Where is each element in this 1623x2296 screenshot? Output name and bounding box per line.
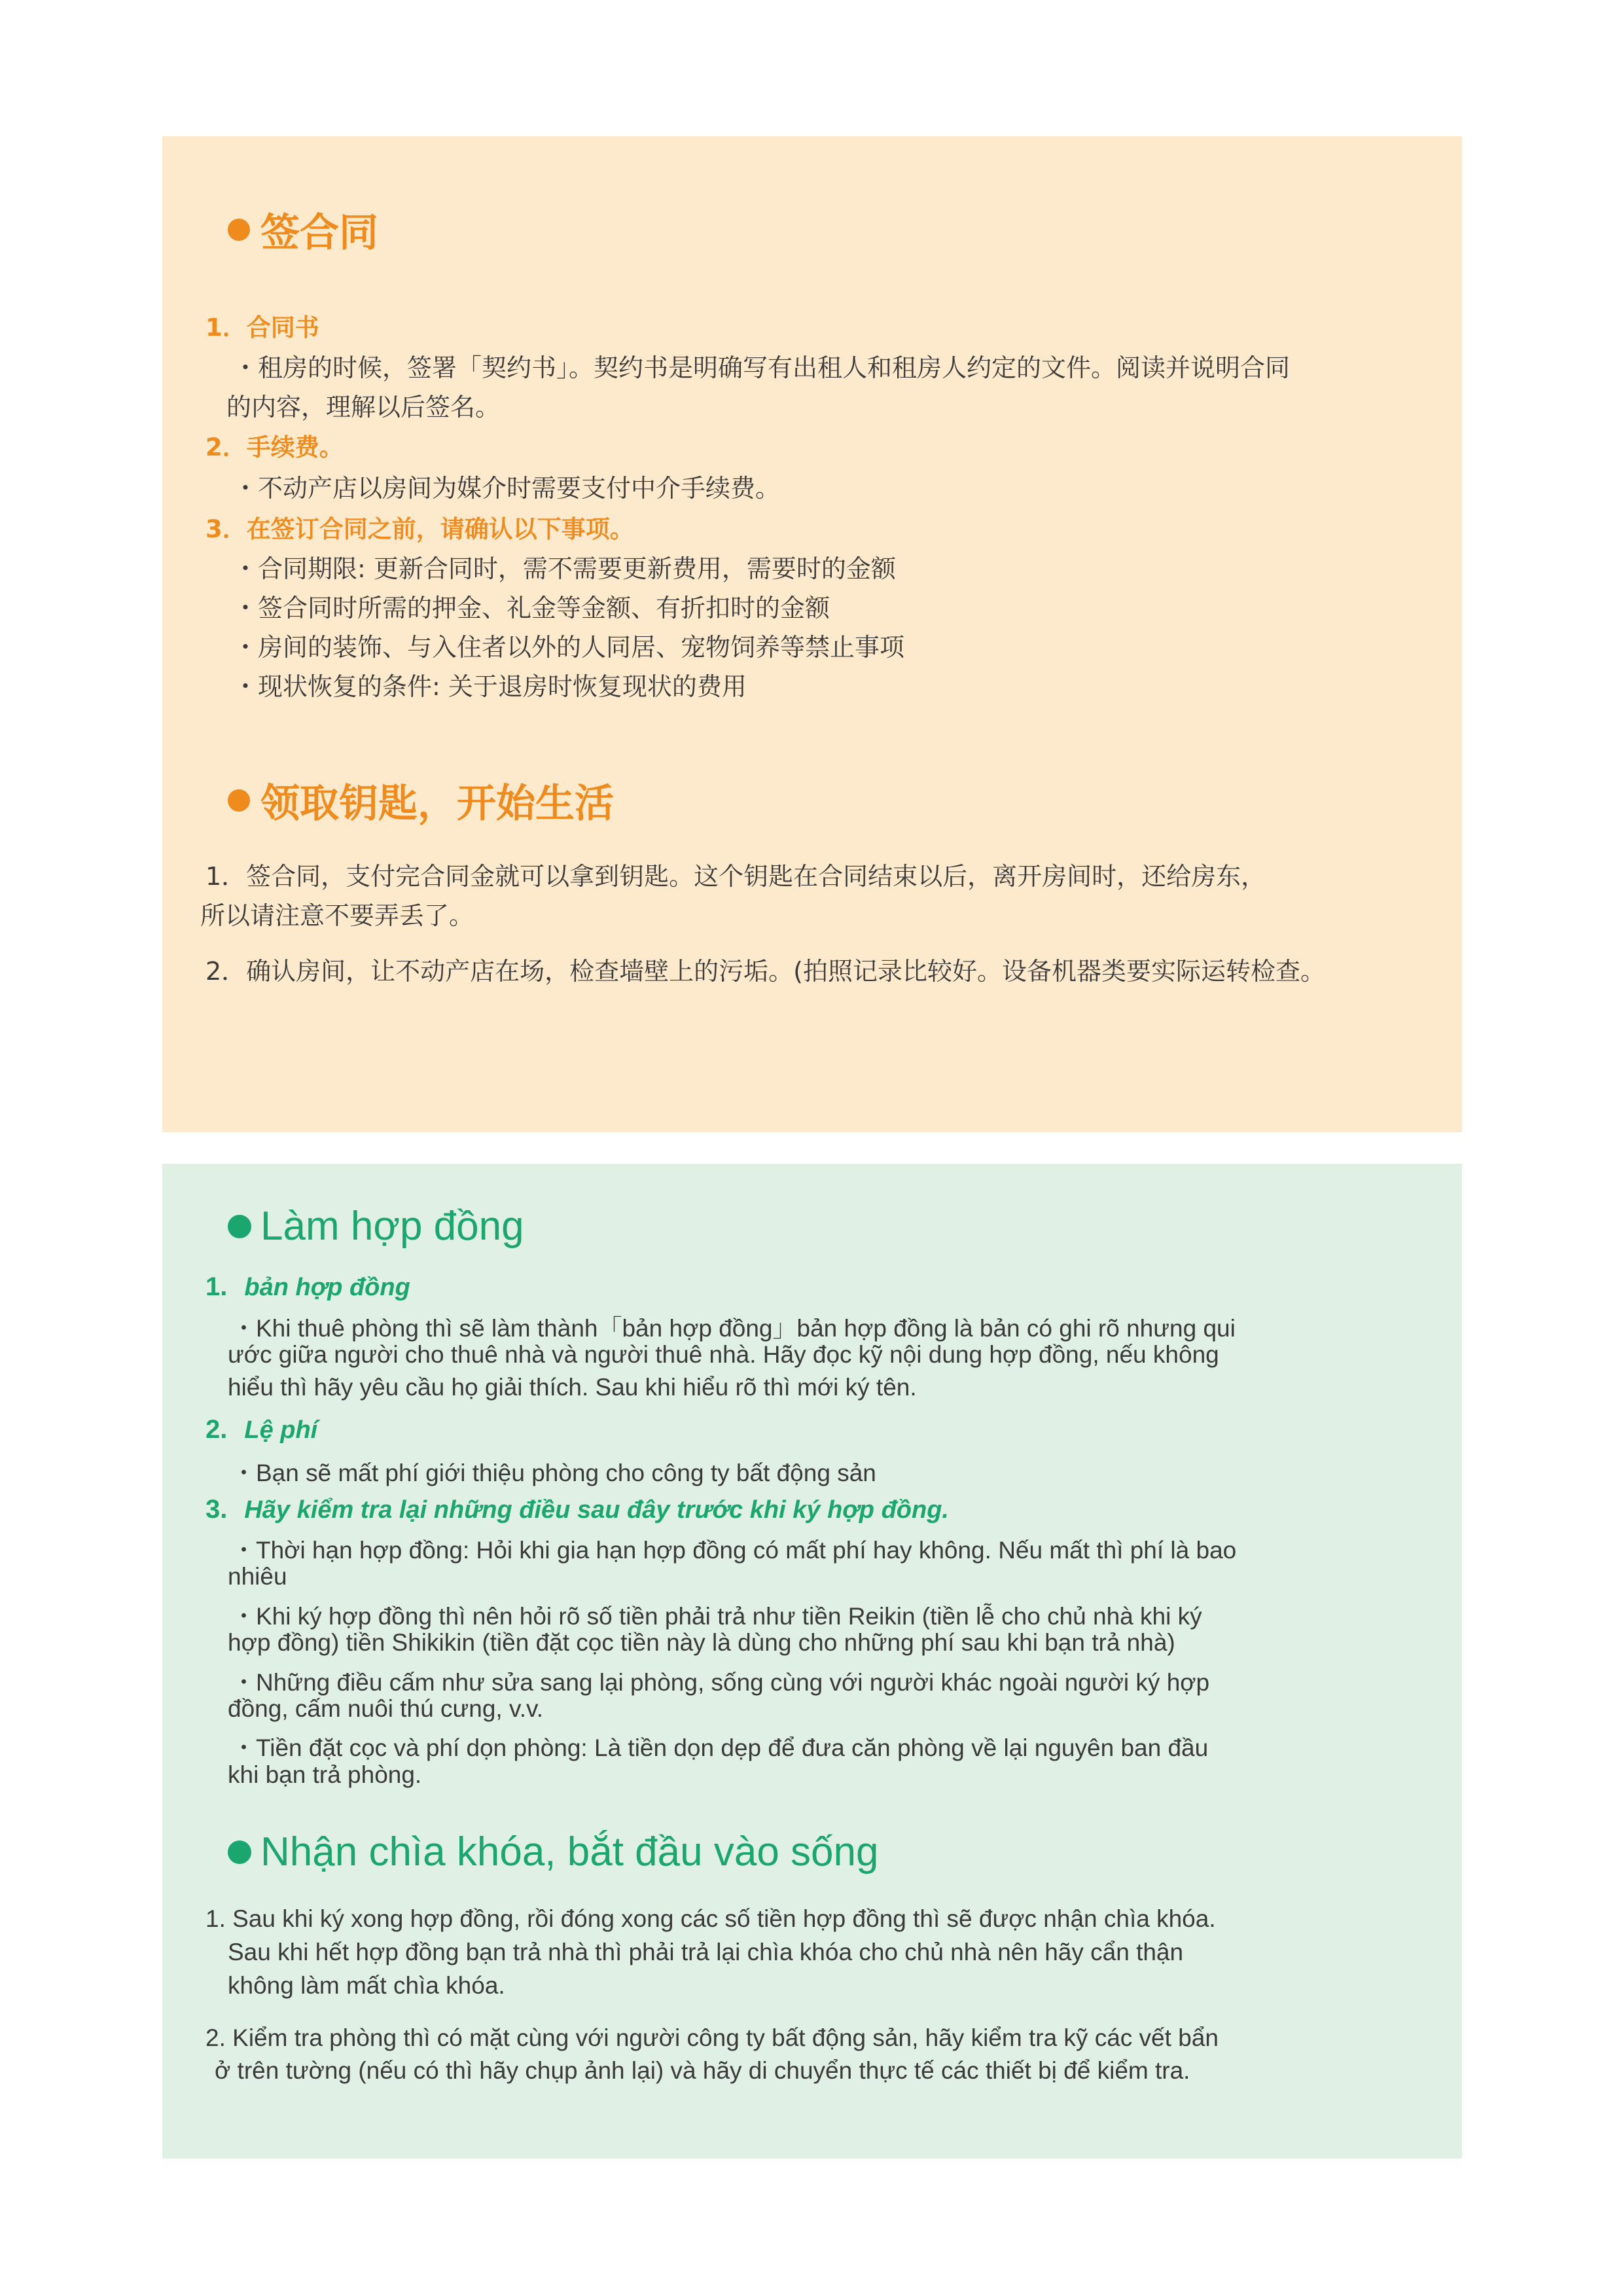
vn-sub3-line-7: ・Tiền đặt cọc và phí dọn phòng: Là tiền dọn dẹp để đưa căn phòng về lại nguyên ban đầu	[232, 1734, 1209, 1761]
vn-sub2-line-1: ・Bạn sẽ mất phí giới thiệu phòng cho công ty bất động sản	[232, 1460, 876, 1486]
vn-para-2-line-1: 2. Kiểm tra phòng thì có mặt cùng với người công ty bất động sản, hãy kiểm tra kỹ các vết bẩn	[205, 2024, 1219, 2051]
cn-para-2-line-1: 2．确认房间，让不动产店在场，检查墙壁上的污垢。(拍照记录比较好。设备机器类要实际运转检查。	[205, 957, 1326, 986]
vn-sub2-number: 2.	[205, 1415, 228, 1444]
vn-title-1: Làm hợp đồng	[260, 1204, 524, 1249]
cn-subheading-2: 2．手续费。	[205, 433, 344, 461]
vn-sub3-line-4: hợp đồng) tiền Shikikin (tiền đặt cọc tiền này là dùng cho những phí sau khi bạn trả nhà)	[228, 1629, 1175, 1656]
vn-sub3-line-3: ・Khi ký hợp đồng thì nên hỏi rõ số tiền phải trả như tiền Reikin (tiền lễ cho chủ nhà khi ký	[232, 1603, 1202, 1630]
bullet-dot-icon	[228, 1840, 251, 1864]
vn-sub1-line-1: ・Khi thuê phòng thì sẽ làm thành「bản hợp đồng」bản hợp đồng là bản có ghi rõ nhưng qui	[232, 1315, 1236, 1342]
vn-heading-sign-contract	[228, 1203, 524, 1249]
vn-para-1-line-1: 1. Sau khi ký xong hợp đồng, rồi đóng xong các số tiền hợp đồng thì sẽ được nhận chìa khóa.	[205, 1905, 1216, 1932]
bullet-dot-icon	[228, 219, 250, 241]
vn-sub3-line-8: khi bạn trả phòng.	[228, 1761, 422, 1788]
vn-sub1-title: bản hợp đồng	[244, 1274, 410, 1301]
cn-sub3-line-1: ・合同期限: 更新合同时，需不需要更新费用，需要时的金额	[233, 554, 896, 583]
vn-sub3-line-1: ・Thời hạn hợp đồng: Hỏi khi gia hạn hợp đồng có mất phí hay không. Nếu mất thì phí là bao	[232, 1537, 1237, 1564]
cn-heading-receive-key	[228, 772, 614, 829]
vn-sub1-line-3: hiểu thì hãy yêu cầu họ giải thích. Sau khi hiểu rõ thì mới ký tên.	[228, 1374, 917, 1401]
vn-subheading-2	[205, 1415, 317, 1444]
vn-para-1-line-3: không làm mất chìa khóa.	[228, 1972, 505, 1999]
cn-title-1: 签合同	[260, 210, 378, 256]
cn-sub3-line-2: ・签合同时所需的押金、礼金等金额、有折扣时的金额	[233, 594, 830, 622]
vn-sub3-line-2: nhiêu	[228, 1563, 287, 1590]
vn-sub3-number: 3.	[205, 1495, 228, 1524]
cn-sub3-line-4: ・现状恢复的条件: 关于退房时恢复现状的费用	[233, 672, 747, 701]
vn-sub1-line-2: ước giữa người cho thuê nhà và người thuê nhà. Hãy đọc kỹ nội dung hợp đồng, nếu không	[228, 1341, 1219, 1368]
vn-subheading-3	[205, 1495, 949, 1524]
vn-subheading-1	[205, 1272, 410, 1302]
cn-sub2-line-1: ・不动产店以房间为媒介时需要支付中介手续费。	[233, 474, 781, 503]
bullet-dot-icon	[228, 789, 250, 812]
vn-sub3-title: Hãy kiểm tra lại những điều sau đây trước khi ký hợp đồng.	[244, 1496, 949, 1524]
vn-sub3-line-5: ・Những điều cấm như sửa sang lại phòng, sống cùng với người khác ngoài người ký hợp	[232, 1669, 1210, 1696]
cn-para-1-line-1: 1．签合同，支付完合同金就可以拿到钥匙。这个钥匙在合同结束以后，离开房间时，还给房东，	[205, 862, 1266, 891]
cn-sub1-line-1: ・租房的时候，签署「契约书」。契约书是明确写有出租人和租房人约定的文件。阅读并说明合同	[233, 353, 1291, 382]
vn-heading-receive-key	[228, 1829, 878, 1875]
cn-para-1-line-2: 所以请注意不要弄丢了。	[200, 901, 474, 930]
vn-title-2: Nhận chìa khóa, bắt đầu vào sống	[260, 1829, 879, 1874]
cn-sub1-line-2: 的内容，理解以后签名。	[226, 393, 501, 422]
vn-sub1-number: 1.	[205, 1272, 228, 1301]
bullet-dot-icon	[228, 1215, 251, 1238]
cn-title-2: 领取钥匙，开始生活	[260, 781, 614, 827]
cn-heading-sign-contract	[228, 202, 378, 258]
vn-sub3-line-6: đồng, cấm nuôi thú cưng, v.v.	[228, 1695, 544, 1722]
vietnamese-section	[162, 1164, 1462, 2159]
vn-sub2-title: Lệ phí	[244, 1416, 318, 1444]
cn-subheading-1: 1．合同书	[205, 314, 319, 342]
chinese-section	[162, 136, 1462, 1132]
vn-para-1-line-2: Sau khi hết hợp đồng bạn trả nhà thì phải trả lại chìa khóa cho chủ nhà nên hãy cẩn thận	[228, 1939, 1184, 1965]
cn-sub3-line-3: ・房间的装饰、与入住者以外的人同居、宠物饲养等禁止事项	[233, 633, 905, 662]
vn-para-2-line-2: ở trên tường (nếu có thì hãy chụp ảnh lại) và hãy di chuyển thực tế các thiết bị để kiểm tra.	[215, 2057, 1190, 2084]
cn-subheading-3: 3．在签订合同之前，请确认以下事项。	[205, 515, 634, 543]
